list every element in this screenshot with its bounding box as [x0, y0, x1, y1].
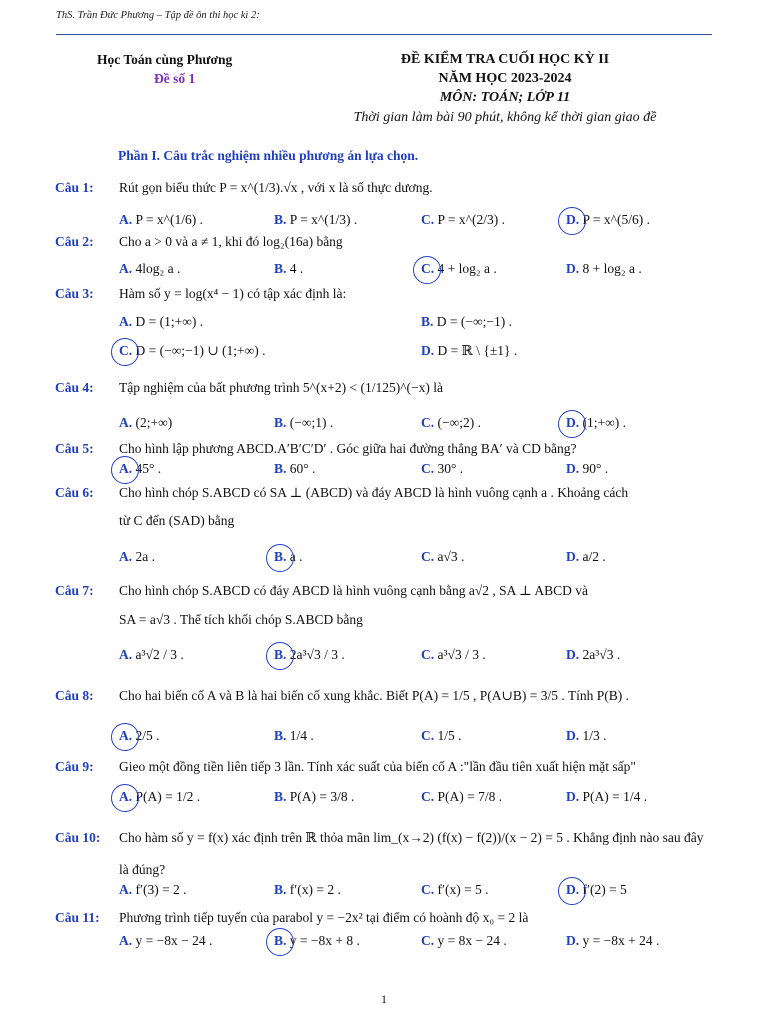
answer-option[interactable]	[274, 261, 303, 277]
question-stem: Cho hình chóp S.ABCD có SA ⊥ (ABCD) và đáy ABCD là hình vuông cạnh a . Khoảng cách	[119, 485, 629, 500]
answer-option[interactable]	[421, 461, 463, 477]
option-letter: C.	[421, 415, 438, 430]
question-stem: Cho hai biến cố A và B là hai biến cố xung khắc. Biết P(A) = 1/5 , P(A∪B) = 3/5 . Tính P(B) .	[119, 688, 629, 703]
option-text: P(A) = 7/8 .	[437, 789, 503, 804]
option-letter: D.	[421, 343, 438, 358]
option-letter: D.	[566, 261, 583, 276]
option-letter: C.	[421, 212, 438, 227]
question-number: Câu 9:	[55, 759, 94, 774]
answer-option[interactable]	[566, 261, 642, 277]
answer-option[interactable]	[119, 212, 203, 228]
option-letter: A.	[119, 728, 136, 743]
option-text: a/2 .	[582, 549, 606, 564]
exam-title: ĐỀ KIỂM TRA CUỐI HỌC KỲ II	[400, 52, 610, 67]
question-number: Câu 2:	[55, 234, 94, 249]
option-text: a³√2 / 3 .	[135, 647, 184, 662]
answer-option[interactable]	[274, 415, 333, 431]
option-text: 1/5 .	[437, 728, 462, 743]
answer-option[interactable]	[119, 314, 203, 330]
option-letter: B.	[274, 212, 290, 227]
option-text: y = 8x − 24 .	[437, 933, 507, 948]
option-text: a³√3 / 3 .	[437, 647, 486, 662]
option-letter: C.	[421, 789, 438, 804]
option-letter: C.	[421, 882, 438, 897]
option-text: D = (−∞;−1) .	[436, 314, 512, 329]
option-text: f′(x) = 2 .	[289, 882, 341, 897]
option-letter: A.	[119, 212, 136, 227]
question-stem-continued: là đúng?	[119, 862, 166, 877]
option-letter: B.	[274, 728, 290, 743]
question-number: Câu 3:	[55, 286, 94, 301]
option-text: 2a³√3 / 3 .	[289, 647, 345, 662]
answer-option[interactable]	[119, 549, 155, 565]
answer-option[interactable]	[119, 343, 266, 359]
question-stem: Tập nghiệm của bất phương trình 5^(x+2) < (1/125)^(−x) là	[119, 380, 444, 395]
school-year: NĂM HỌC 2023-2024	[438, 71, 572, 86]
question-number: Câu 5:	[55, 441, 94, 456]
option-text: 4 .	[289, 261, 304, 276]
option-letter: A.	[119, 789, 136, 804]
option-letter: D.	[566, 882, 583, 897]
answer-option[interactable]	[566, 549, 606, 565]
answer-option[interactable]	[421, 647, 486, 663]
question-number: Câu 8:	[55, 688, 94, 703]
option-letter: B.	[274, 933, 290, 948]
option-text: 45° .	[135, 461, 162, 476]
option-text: f′(2) = 5	[582, 882, 627, 897]
option-letter: B.	[274, 261, 290, 276]
option-text: a√3 .	[437, 549, 465, 564]
option-letter: D.	[566, 549, 583, 564]
option-text: 1/4 .	[289, 728, 314, 743]
option-text: P(A) = 1/2 .	[135, 789, 201, 804]
answer-option[interactable]	[421, 212, 505, 228]
question-number: Câu 10:	[55, 830, 101, 845]
answer-option[interactable]	[274, 789, 354, 805]
question-number: Câu 1:	[55, 180, 94, 195]
option-text: (−∞;1) .	[289, 415, 334, 430]
option-letter: A.	[119, 647, 136, 662]
option-text: D = (1;+∞) .	[135, 314, 204, 329]
option-text: 30° .	[437, 461, 464, 476]
question-number: Câu 7:	[55, 583, 94, 598]
question-stem: Cho hình chóp S.ABCD có đáy ABCD là hình vuông cạnh bằng a√2 , SA ⊥ ABCD và	[119, 583, 588, 598]
option-letter: C.	[421, 261, 438, 276]
question-stem: Phương trình tiếp tuyến của parabol y = −2x² tại điểm có hoành độ x₀ = 2 là	[119, 910, 529, 925]
option-letter: D.	[566, 415, 583, 430]
author-note: ThS. Trần Đức Phương – Tập đề ôn thi học kì 2:	[56, 10, 260, 21]
option-text: P(A) = 3/8 .	[289, 789, 355, 804]
question-stem: Cho hình lập phương ABCD.A′B′C′D′ . Góc giữa hai đường thẳng BA′ và CD bằng?	[119, 441, 577, 456]
option-letter: C.	[119, 343, 136, 358]
option-text: (−∞;2) .	[437, 415, 481, 430]
option-letter: D.	[566, 212, 583, 227]
option-letter: A.	[119, 882, 136, 897]
option-letter: B.	[274, 549, 290, 564]
option-letter: B.	[274, 882, 290, 897]
answer-option[interactable]	[119, 647, 184, 663]
question-stem-continued: từ C đến (SAD) bằng	[119, 513, 235, 528]
answer-option[interactable]	[119, 261, 180, 277]
header-rule	[56, 34, 712, 35]
question-number: Câu 11:	[55, 910, 100, 925]
option-text: f′(3) = 2 .	[135, 882, 187, 897]
option-letter: C.	[421, 461, 438, 476]
answer-option[interactable]	[566, 933, 659, 949]
option-text: 2a .	[135, 549, 155, 564]
answer-option[interactable]	[421, 415, 481, 431]
option-text: 90° .	[582, 461, 609, 476]
answer-circle-mark	[111, 784, 139, 812]
answer-circle-mark	[558, 207, 586, 235]
option-letter: D.	[566, 789, 583, 804]
option-letter: C.	[421, 549, 438, 564]
answer-circle-mark	[558, 877, 586, 905]
answer-circle-mark	[266, 544, 294, 572]
question-stem: Hàm số y = log(x⁴ − 1) có tập xác định là:	[119, 286, 347, 301]
option-text: 8 + log₂ a .	[582, 261, 642, 276]
answer-option[interactable]	[421, 728, 462, 744]
option-text: (2;+∞)	[135, 415, 173, 430]
answer-option[interactable]	[566, 461, 608, 477]
part-title: Phần I. Câu trắc nghiệm nhiều phương án lựa chọn.	[118, 148, 419, 163]
option-text: 60° .	[289, 461, 316, 476]
option-letter: B.	[274, 415, 290, 430]
option-text: f′(x) = 5 .	[437, 882, 489, 897]
option-text: y = −8x + 8 .	[289, 933, 360, 948]
option-letter: D.	[566, 728, 583, 743]
answer-circle-mark	[111, 338, 139, 366]
option-text: y = −8x − 24 .	[135, 933, 213, 948]
option-text: P = x^(1/6) .	[135, 212, 203, 227]
answer-option[interactable]	[274, 212, 357, 228]
question-stem: Cho a > 0 và a ≠ 1, khi đó log₂(16a) bằng	[119, 234, 343, 249]
option-letter: B.	[274, 647, 290, 662]
question-stem: Cho hàm số y = f(x) xác định trên ℝ thỏa mãn lim_(x→2) (f(x) − f(2))/(x − 2) = 5 . Khẳng định nào sau đây	[119, 830, 704, 845]
answer-option[interactable]	[421, 933, 507, 949]
option-text: D = ℝ \ {±1} .	[437, 343, 518, 358]
subject-line: MÔN: TOÁN; LỚP 11	[439, 90, 571, 105]
option-text: 2/5 .	[135, 728, 160, 743]
answer-circle-mark	[266, 928, 294, 956]
answer-option[interactable]	[421, 314, 512, 330]
answer-option[interactable]	[421, 549, 464, 565]
option-letter: C.	[421, 728, 438, 743]
option-letter: A.	[119, 314, 136, 329]
option-text: P = x^(1/3) .	[289, 212, 358, 227]
option-letter: A.	[119, 933, 136, 948]
answer-option[interactable]	[566, 647, 620, 663]
option-text: P(A) = 1/4 .	[582, 789, 648, 804]
answer-circle-mark	[413, 256, 441, 284]
option-letter: C.	[421, 933, 438, 948]
option-letter: A.	[119, 549, 136, 564]
answer-circle-mark	[111, 723, 139, 751]
option-letter: D.	[566, 647, 583, 662]
option-text: (1;+∞) .	[582, 415, 626, 430]
option-text: 4log₂ a .	[135, 261, 181, 276]
option-text: D = (−∞;−1) ∪ (1;+∞) .	[135, 343, 266, 358]
question-stem: Rút gọn biểu thức P = x^(1/3).√x , với x là số thực dương.	[119, 180, 433, 195]
answer-option[interactable]	[421, 882, 489, 898]
answer-option[interactable]	[119, 933, 212, 949]
option-letter: B.	[274, 461, 290, 476]
question-stem: Gieo một đồng tiền liên tiếp 3 lần. Tính xác suất của biến cố A :"lần đầu tiên xuất hiện mặt sấp"	[119, 759, 636, 774]
answer-circle-mark	[558, 410, 586, 438]
option-letter: A.	[119, 261, 136, 276]
exam-code: Đề số 1	[154, 71, 196, 86]
answer-option[interactable]	[421, 789, 502, 805]
answer-option[interactable]	[274, 882, 341, 898]
answer-option[interactable]	[274, 728, 314, 744]
option-text: 1/3 .	[582, 728, 607, 743]
question-stem-continued: SA = a√3 . Thể tích khối chóp S.ABCD bằng	[119, 612, 363, 627]
page-number: 1	[381, 992, 387, 1006]
option-text: y = −8x + 24 .	[582, 933, 660, 948]
time-note: Thời gian làm bài 90 phút, không kể thời gian giao đề	[353, 110, 657, 125]
option-text: P = x^(5/6) .	[582, 212, 650, 227]
option-letter: D.	[566, 933, 583, 948]
option-text: a .	[289, 549, 303, 564]
answer-option[interactable]	[119, 415, 172, 431]
option-text: 2a³√3 .	[582, 647, 621, 662]
option-letter: B.	[274, 789, 290, 804]
option-text: 4 + log₂ a .	[437, 261, 497, 276]
option-letter: C.	[421, 647, 438, 662]
option-letter: B.	[421, 314, 437, 329]
answer-option[interactable]	[566, 789, 647, 805]
answer-option[interactable]	[421, 343, 517, 359]
answer-option[interactable]	[274, 461, 315, 477]
option-letter: A.	[119, 415, 136, 430]
option-letter: D.	[566, 461, 583, 476]
option-text: P = x^(2/3) .	[437, 212, 505, 227]
answer-circle-mark	[266, 642, 294, 670]
answer-circle-mark	[111, 456, 139, 484]
school-name: Học Toán cùng Phương	[97, 52, 233, 67]
answer-option[interactable]	[566, 728, 607, 744]
question-number: Câu 4:	[55, 380, 94, 395]
question-number: Câu 6:	[55, 485, 94, 500]
answer-option[interactable]	[119, 882, 187, 898]
option-letter: A.	[119, 461, 136, 476]
